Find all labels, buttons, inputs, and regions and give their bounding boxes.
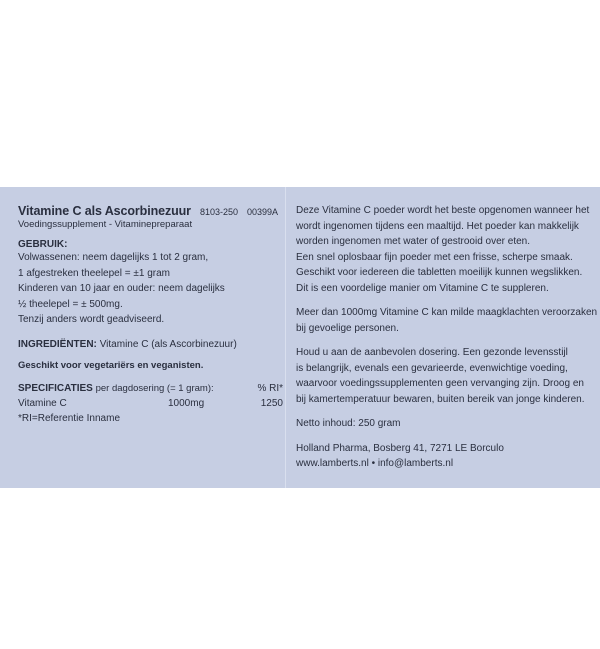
description-line: Dit is een voordelige manier om Vitamine C te suppleren. <box>296 282 549 294</box>
product-code: 8103-250 <box>199 207 238 217</box>
spec-footnote: *RI=Referentie Inname <box>18 412 121 424</box>
contact-info <box>296 441 586 472</box>
net-content: Netto inhoud: 250 gram <box>296 418 401 429</box>
usage-line: 1 afgestreken theelepel = ±1 gram <box>18 267 170 279</box>
spec-heading: SPECIFICATIES <box>18 382 93 394</box>
label-right-column <box>296 203 598 481</box>
advice-paragraph <box>296 345 586 407</box>
product-label <box>0 187 600 488</box>
spec-ri-value: 1250 <box>260 397 283 409</box>
product-subtitle: Voedingssupplement - Vitaminepreparaat <box>18 219 193 230</box>
spec-header-row <box>18 381 286 396</box>
usage-instructions <box>18 250 286 328</box>
ingredients <box>18 339 286 350</box>
website-email: www.lamberts.nl • info@lamberts.nl <box>296 458 454 469</box>
title-row <box>18 204 286 218</box>
usage-heading: GEBRUIK: <box>18 239 68 250</box>
specifications-table <box>18 381 286 426</box>
advice-line: is belangrijk, evenals een gevarieerde, evenwichtige voeding, <box>296 362 568 374</box>
usage-line: Volwassenen: neem dagelijks 1 tot 2 gram, <box>18 252 209 263</box>
description-line: wordt ingenomen tijdens een maaltijd. Het poeder kan makkelijk <box>296 220 579 232</box>
spec-ri-header: % RI* <box>257 382 283 394</box>
description-line: Een snel oplosbaar fijn poeder met een frisse, scherpe smaak. <box>296 251 573 263</box>
ingredients-text: Vitamine C (als Ascorbinezuur) <box>99 338 237 350</box>
company-address: Holland Pharma, Bosberg 41, 7271 LE Borculo <box>296 442 504 454</box>
advice-line: bij kamertemperatuur bewaren, buiten bereik van jonge kinderen. <box>296 393 585 405</box>
usage-line: Kinderen van 10 jaar en ouder: neem dagelijks <box>18 283 225 294</box>
description-line: worden ingenomen met water of gestrooid over eten. <box>296 236 531 247</box>
label-left-column <box>18 204 286 426</box>
description-line: Deze Vitamine C poeder wordt het beste opgenomen wanneer het <box>296 205 590 216</box>
advice-line: Houd u aan de aanbevolen dosering. Een gezonde levensstijl <box>296 347 568 358</box>
batch-code: 00399A <box>247 207 279 217</box>
table-row <box>18 396 286 411</box>
spec-amount: 1000mg <box>168 397 205 409</box>
warning-paragraph <box>296 305 598 336</box>
ingredients-heading: INGREDIËNTEN: <box>18 338 97 350</box>
usage-line: Tenzij anders wordt geadviseerd. <box>18 314 165 325</box>
warning-line: Meer dan 1000mg Vitamine C kan milde maagklachten veroorzaken <box>296 307 598 318</box>
usage-line: ½ theelepel = ± 500mg. <box>18 298 123 310</box>
description-paragraph <box>296 203 590 296</box>
warning-line: bij gevoelige personen. <box>296 322 399 334</box>
suitability-note: Geschikt voor vegetariërs en veganisten. <box>18 359 204 371</box>
product-title: Vitamine C als Ascorbinezuur <box>18 204 191 218</box>
spec-heading-sub: per dagdosering (= 1 gram): <box>95 382 214 394</box>
spec-nutrient: Vitamine C <box>18 397 67 409</box>
advice-line: waarvoor voedingssupplementen geen vervanging zijn. Droog en <box>296 378 584 389</box>
description-line: Geschikt voor iedereen die tabletten moeilijk kunnen wegslikken. <box>296 267 583 278</box>
